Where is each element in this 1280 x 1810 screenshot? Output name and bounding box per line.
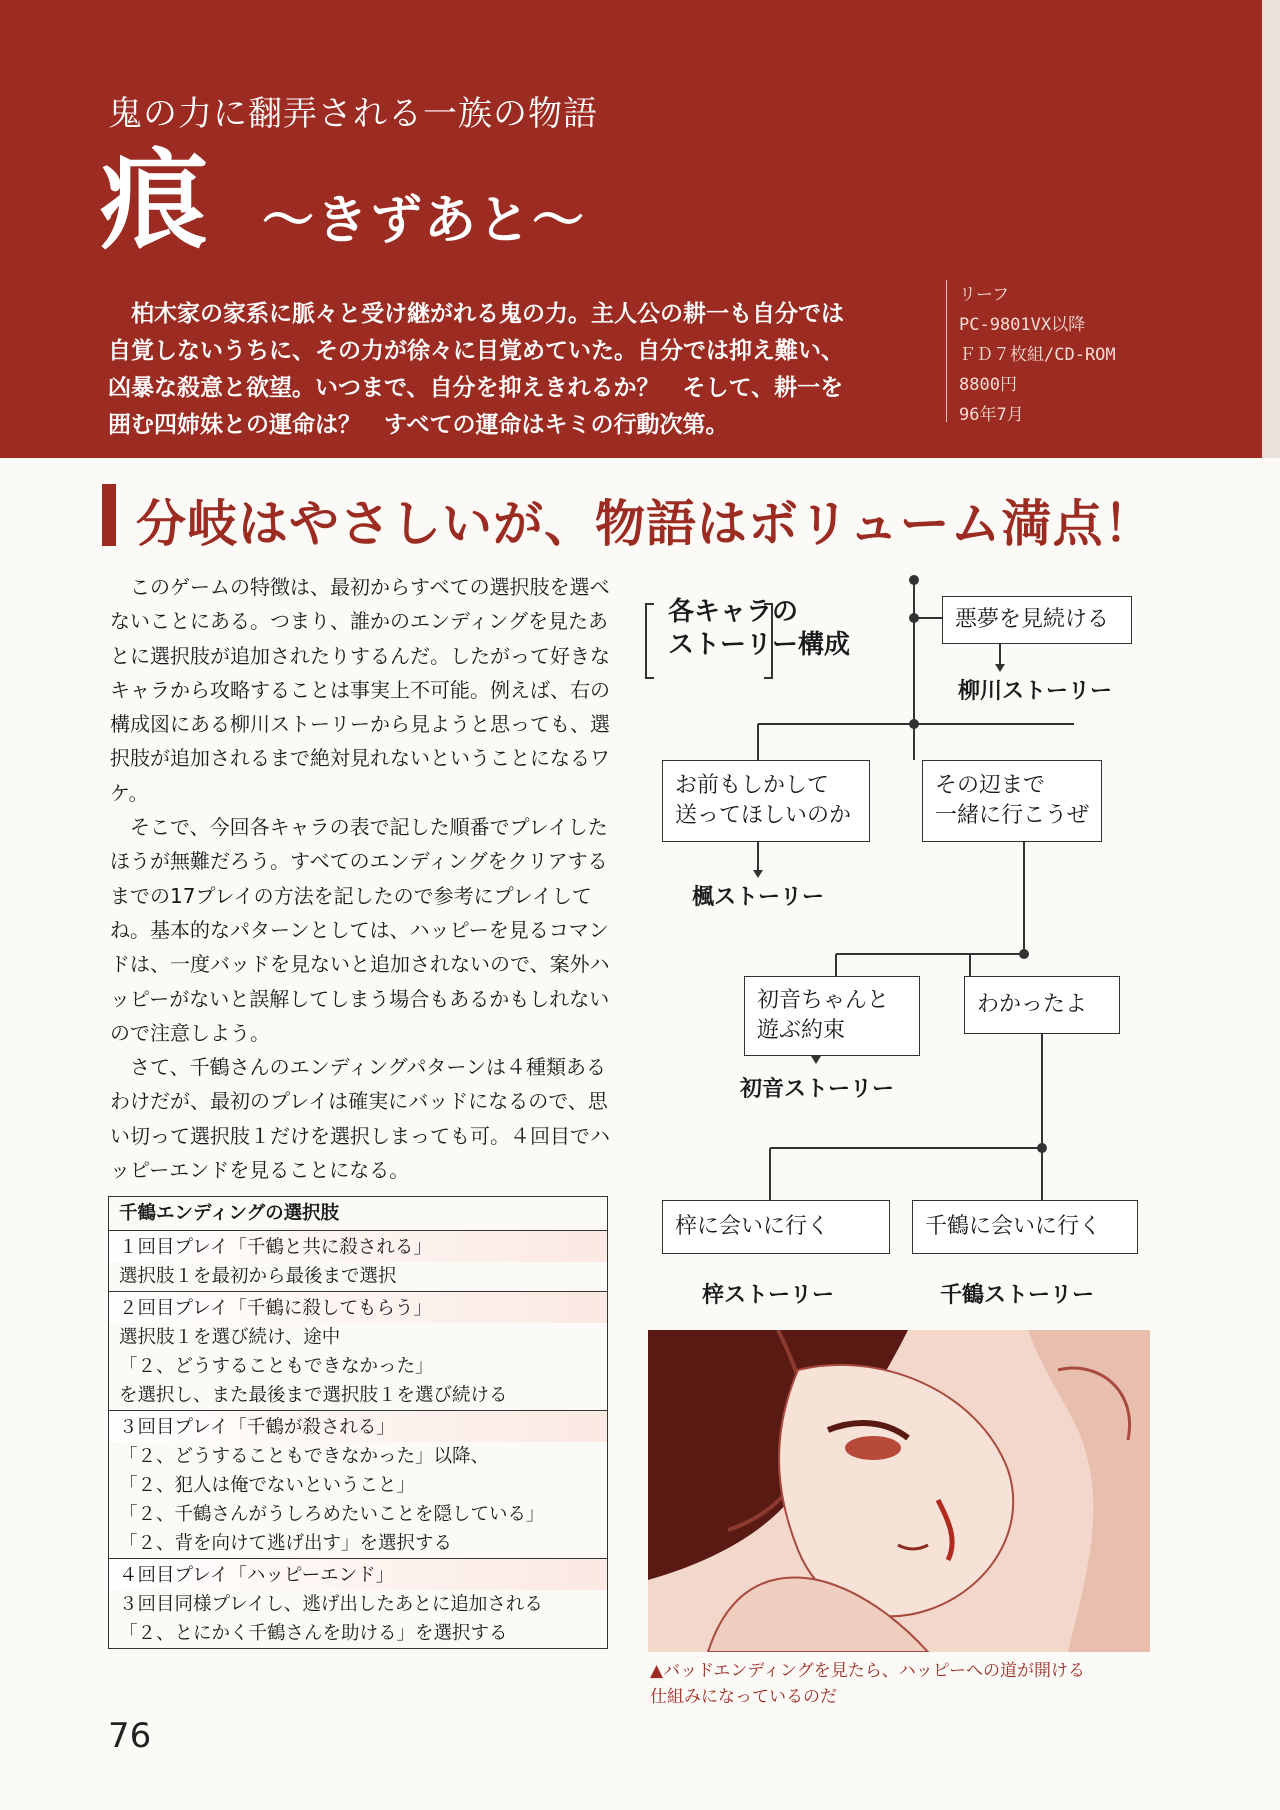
row-line: 「２、どうすることもできなかった」 <box>119 1356 434 1377</box>
spec-release-date: 96年7月 <box>959 405 1024 425</box>
choice-line: 送ってほしいのか <box>675 803 852 828</box>
choice-omae <box>662 760 870 842</box>
story-hatsune: 初音ストーリー <box>740 1077 895 1102</box>
choice-sonohen <box>922 760 1102 842</box>
body-paragraph: さて、千鶴さんのエンディングパターンは４種類あるわけだが、最初のプレイは確実にバッドになるので、思い切って選択肢１だけを選択しまっても可。４回目でハッピーエンドを見ることになる。 <box>110 1055 610 1183</box>
caption-line: 仕組みになっているのだ <box>650 1687 837 1707</box>
subtitle: 鬼の力に翻弄される一族の物語 <box>108 94 598 134</box>
choice-line: 初音ちゃんと <box>757 988 890 1013</box>
row-title: ３回目プレイ「千鶴が殺される」 <box>109 1411 607 1442</box>
page-number: 76 <box>108 1716 152 1756</box>
heading-accent-bar <box>102 484 116 546</box>
section-heading: 分岐はやさしいが、物語はボリューム満点！ <box>136 495 1155 553</box>
image-caption <box>650 1658 1170 1710</box>
choice-line: お前もしかして <box>675 773 830 798</box>
body-paragraph: このゲームの特徴は、最初からすべての選択肢を選べないことにある。つまり、誰かのエンディングを見たあとに選択肢が追加されたりするんだ。したがって好きなキャラから攻略することは事実上不可能。例えば、右の構成図にある柳川ストーリーから見ようと思っても、選択肢が追加されるまで絶対見れないということになるワケ。 <box>110 575 610 805</box>
intro-line: 凶暴な殺意と欲望。いつまで、自分を抑えきれるか？ そして、耕一を <box>108 375 844 401</box>
spec-platform: PC-9801VX以降 <box>959 315 1086 335</box>
choice-chizuru: 千鶴に会いに行く <box>912 1200 1138 1254</box>
game-specs <box>946 280 1116 425</box>
spec-publisher: リーフ <box>959 285 1010 305</box>
title-kanji: 痕 <box>100 139 209 264</box>
choice-hatsune <box>744 976 920 1056</box>
story-chizuru: 千鶴ストーリー <box>940 1283 1095 1308</box>
story-azusa: 梓ストーリー <box>702 1283 835 1308</box>
choice-nightmare: 悪夢を見続ける <box>942 596 1132 644</box>
row-line: 選択肢１を最初から最後まで選択 <box>119 1266 397 1287</box>
row-title: ４回目プレイ「ハッピーエンド」 <box>109 1559 607 1590</box>
row-line: 「２、千鶴さんがうしろめたいことを隠している」 <box>119 1504 545 1525</box>
intro-line: 柏木家の家系に脈々と受け継がれる鬼の力。主人公の耕一も自分では <box>131 301 844 327</box>
body-paragraph: そこで、今回各キャラの表で記した順番でプレイしたほうが無難だろう。すべてのエンディングをクリアするまでの17プレイの方法を記したので参考にプレイしてね。基本的なパターンとしては、ハッピーを見るコマンドは、一度バッドを見ないと追加されないので、案外ハッピーがないと誤解してしまう場合もあるかもしれないので注意しよう。 <box>110 815 610 1045</box>
table-row <box>109 1292 607 1411</box>
row-line: 「２、とにかく千鶴さんを助ける」を選択する <box>119 1623 508 1644</box>
choice-line: 遊ぶ約束 <box>757 1018 846 1043</box>
flowchart-title-line: 各キャラの <box>668 597 799 627</box>
table-row <box>109 1231 607 1292</box>
character-illustration <box>648 1330 1150 1652</box>
table-title: 千鶴エンディングの選択肢 <box>109 1197 607 1231</box>
row-line: ３回目同様プレイし、逃げ出したあとに追加される <box>119 1594 543 1615</box>
row-line: 「２、どうすることもできなかった」以降、 <box>119 1446 490 1467</box>
row-line: 選択肢１を選び続け、途中 <box>119 1327 341 1348</box>
table-row <box>109 1559 607 1648</box>
story-flowchart <box>640 560 1260 1320</box>
intro-text <box>108 296 878 444</box>
choice-azusa: 梓に会いに行く <box>662 1200 890 1254</box>
spec-price: 8800円 <box>959 375 1017 395</box>
choice-line: その辺まで <box>935 773 1046 798</box>
intro-line: 囲む四姉妹との運命は？ すべての運命はキミの行動次第。 <box>108 412 729 438</box>
caption-line: ▲バッドエンディングを見たら、ハッピーへの道が開ける <box>650 1661 1086 1681</box>
story-yanagawa: 柳川ストーリー <box>958 679 1113 704</box>
row-title: １回目プレイ「千鶴と共に殺される」 <box>109 1231 607 1262</box>
ending-choice-table <box>108 1196 608 1649</box>
illustration <box>648 1330 1150 1652</box>
flowchart-title-line: ストーリー構成 <box>668 630 851 660</box>
choice-wakatta: わかったよ <box>964 976 1120 1034</box>
row-title: ２回目プレイ「千鶴に殺してもらう」 <box>109 1292 607 1323</box>
page-edge <box>1262 0 1280 458</box>
flowchart-title <box>668 596 850 662</box>
intro-line: 自覚しないうちに、その力が徐々に目覚めていた。自分では抑え難い、 <box>108 338 844 364</box>
choice-line: 一緒に行こうぜ <box>935 803 1090 828</box>
body-text <box>110 570 610 1187</box>
row-line: 「２、背を向けて逃げ出す」を選択する <box>119 1533 453 1554</box>
row-line: を選択し、また最後まで選択肢１を選び続ける <box>119 1385 508 1406</box>
story-kaede: 楓ストーリー <box>692 885 825 910</box>
row-line: 「２、犯人は俺でないということ」 <box>119 1475 416 1496</box>
title-reading: ～きずあと～ <box>262 191 587 251</box>
table-row <box>109 1411 607 1559</box>
spec-media: ＦＤ７枚組/CD-ROM <box>959 345 1116 365</box>
